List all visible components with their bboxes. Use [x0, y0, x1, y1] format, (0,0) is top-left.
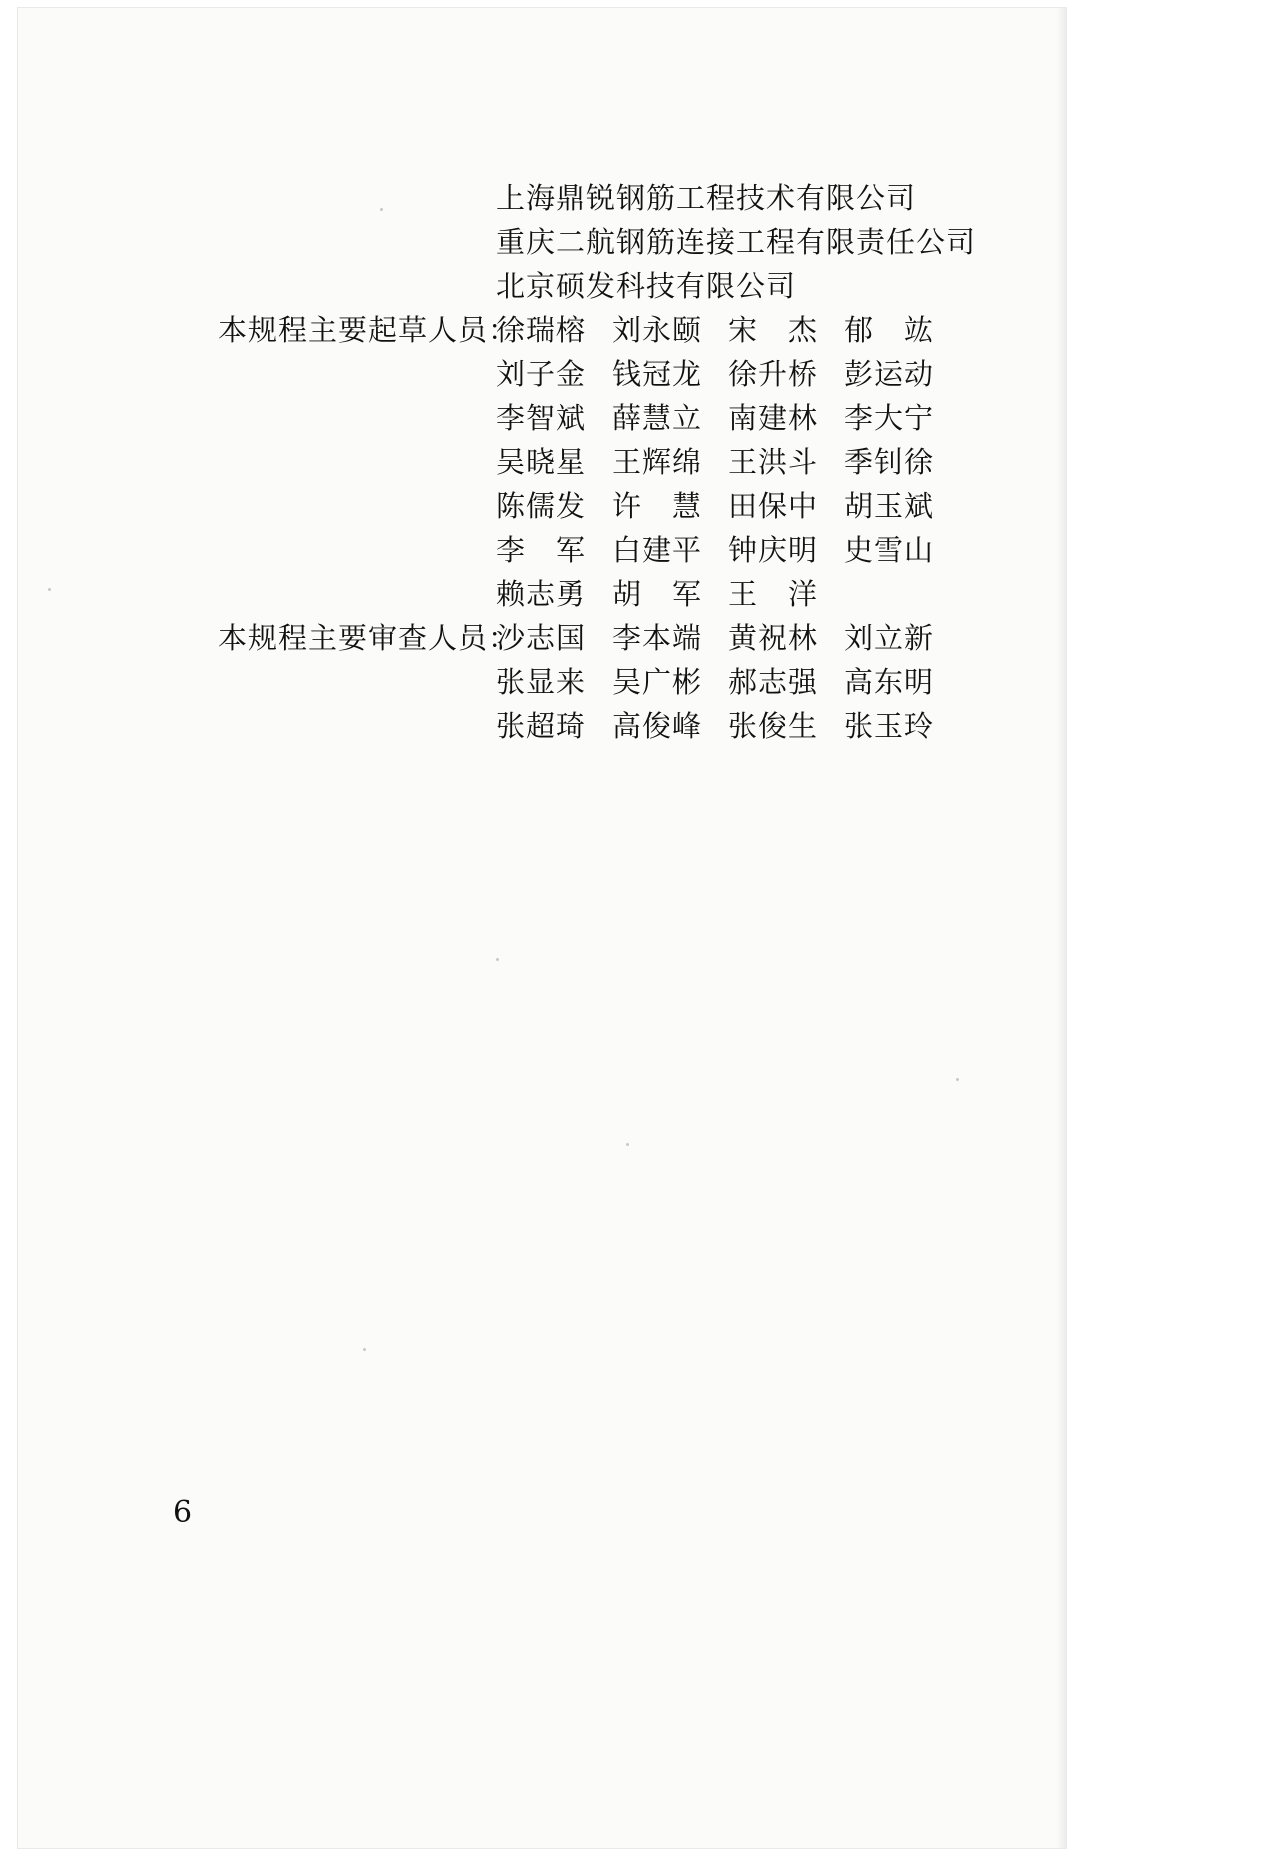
person-name: 史雪山: [844, 533, 935, 567]
person-name: 王辉绵: [612, 445, 703, 479]
person-name: 胡玉斌: [844, 489, 935, 523]
drafters-label: 本规程主要起草人员：: [218, 313, 519, 347]
scan-speck: [626, 1143, 629, 1146]
reviewers-section: [218, 616, 1018, 748]
person-name: 胡 军: [612, 577, 703, 611]
scanned-page: [18, 8, 1066, 1848]
name-group: [496, 308, 1018, 352]
person-name: 吴广彬: [612, 665, 703, 699]
person-name: 薛慧立: [612, 401, 703, 435]
name-group: [496, 484, 1018, 528]
name-row: [218, 660, 1018, 704]
person-name: 刘立新: [844, 621, 935, 655]
person-name: 李本端: [612, 621, 703, 655]
name-group: [496, 616, 1018, 660]
organization-list: [496, 176, 1036, 308]
person-name: 刘永颐: [612, 313, 703, 347]
person-name: 李智斌: [496, 401, 587, 435]
person-name: 刘子金: [496, 357, 587, 391]
name-group: [496, 396, 1018, 440]
name-group: [496, 572, 1018, 616]
person-name: 张玉玲: [844, 709, 935, 743]
name-group: [496, 660, 1018, 704]
person-name: 田保中: [728, 489, 819, 523]
page-number: 6: [173, 1495, 193, 1530]
person-name: 李 军: [496, 533, 587, 567]
organization-line: 上海鼎锐钢筋工程技术有限公司: [496, 181, 917, 215]
organization-line: 北京硕发科技有限公司: [496, 269, 797, 303]
person-name: 张俊生: [728, 709, 819, 743]
person-name: 宋 杰: [728, 313, 819, 347]
person-name: 南建林: [728, 401, 819, 435]
person-name: 吴晓星: [496, 445, 587, 479]
person-name: 徐升桥: [728, 357, 819, 391]
reviewers-label: 本规程主要审查人员：: [218, 621, 519, 655]
name-row: [218, 352, 1018, 396]
name-row: [218, 616, 1018, 660]
person-name: 郁 竑: [844, 313, 935, 347]
person-name: 沙志国: [496, 621, 587, 655]
person-name: 李大宁: [844, 401, 935, 435]
scan-speck: [956, 1078, 959, 1081]
scan-speck: [48, 588, 51, 591]
scan-speck: [496, 958, 499, 961]
person-name: 高东明: [844, 665, 935, 699]
person-name: 白建平: [612, 533, 703, 567]
organization-line: 重庆二航钢筋连接工程有限责任公司: [496, 225, 977, 259]
person-name: 张显来: [496, 665, 587, 699]
name-row: [218, 396, 1018, 440]
person-name: 徐瑞榕: [496, 313, 587, 347]
person-name: 郝志强: [728, 665, 819, 699]
person-name: 许 慧: [612, 489, 703, 523]
person-name: 黄祝林: [728, 621, 819, 655]
person-name: 陈儒发: [496, 489, 587, 523]
drafters-section: [218, 308, 1018, 616]
scan-speck: [380, 208, 383, 211]
person-name: 彭运动: [844, 357, 935, 391]
name-row: [218, 528, 1018, 572]
person-name: 钱冠龙: [612, 357, 703, 391]
name-group: [496, 440, 1018, 484]
person-name: 王洪斗: [728, 445, 819, 479]
name-row: [218, 308, 1018, 352]
person-name: 高俊峰: [612, 709, 703, 743]
name-row: [218, 484, 1018, 528]
name-row: [218, 572, 1018, 616]
name-row: [218, 440, 1018, 484]
person-name: 王 洋: [728, 577, 819, 611]
name-group: [496, 704, 1018, 748]
scan-speck: [363, 1348, 366, 1351]
name-group: [496, 528, 1018, 572]
person-name: 张超琦: [496, 709, 587, 743]
person-name: 钟庆明: [728, 533, 819, 567]
person-name: 季钊徐: [844, 445, 935, 479]
person-name: 赖志勇: [496, 577, 587, 611]
name-row: [218, 704, 1018, 748]
name-group: [496, 352, 1018, 396]
